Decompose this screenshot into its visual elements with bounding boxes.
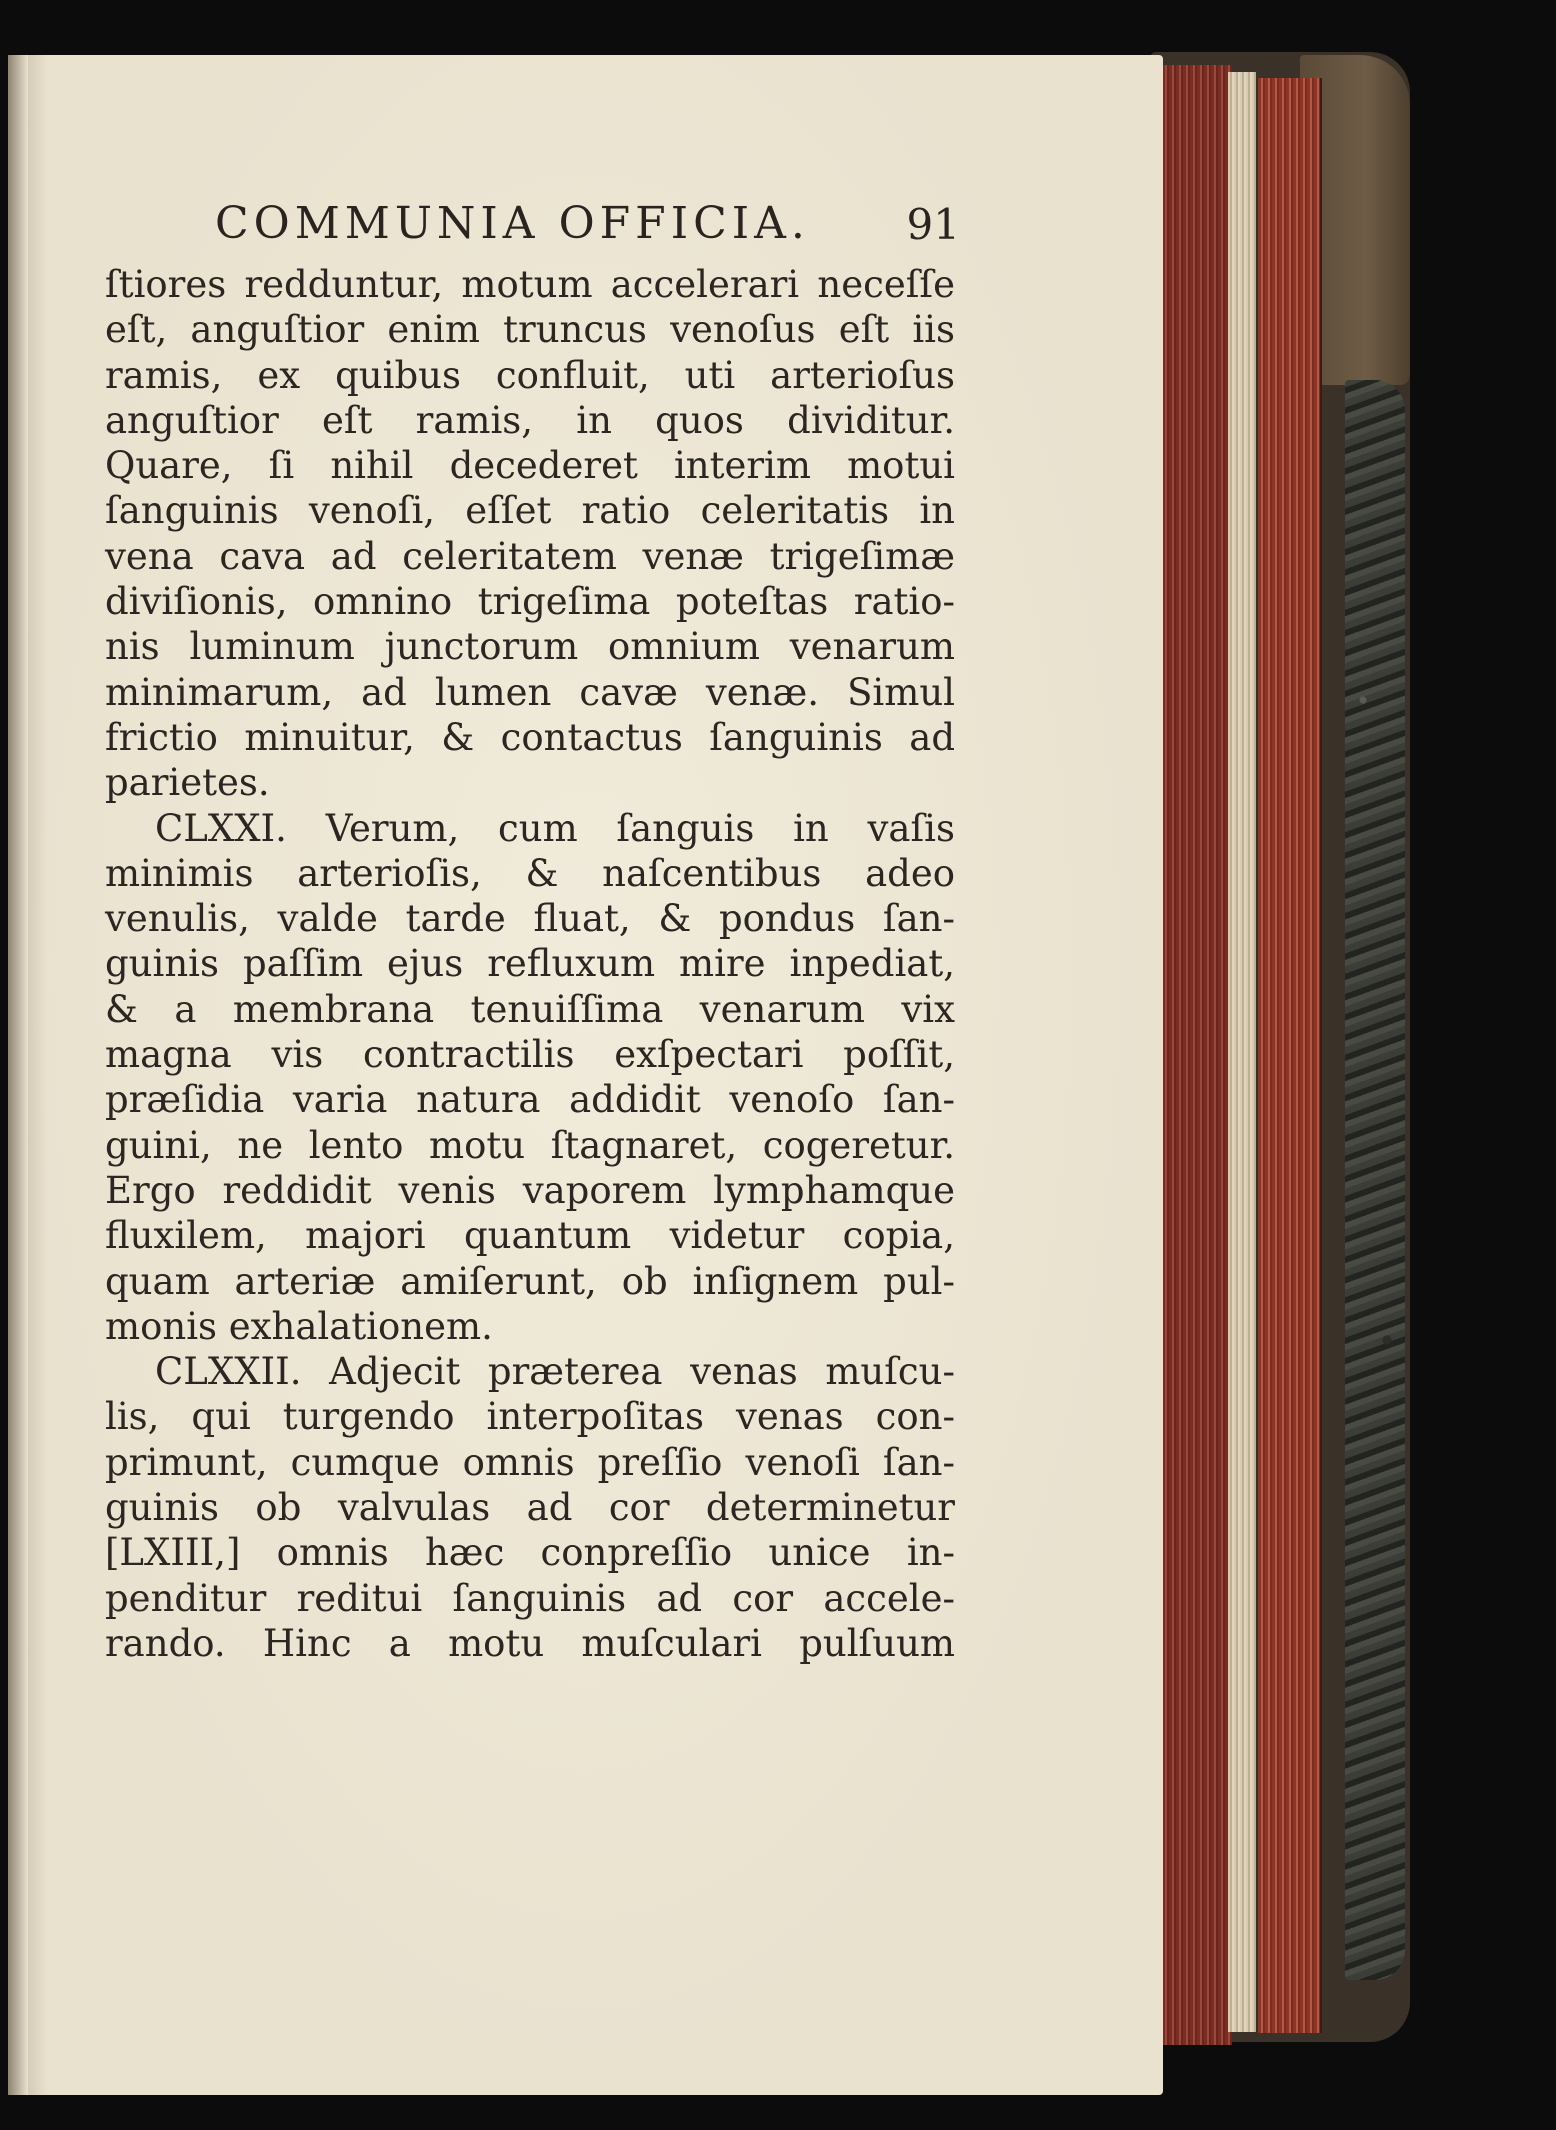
text-line: parietes. <box>105 761 270 805</box>
text-line: vena cava ad celeritatem venæ trigeſimæ <box>105 534 955 578</box>
text-line: minimarum, ad lumen cavæ venæ. Simul <box>105 670 955 714</box>
text-line: minimis arterioſis, & naſcentibus adeo <box>105 851 955 895</box>
text-line: rando. Hinc a motu muſculari pulſuum <box>105 1621 955 1665</box>
text-line: Quare, ſi nihil decederet interim motui <box>105 444 955 488</box>
page-block-pale-edge <box>1228 72 1256 2032</box>
text-line: Ergo reddidit venis vaporem lymphamque <box>105 1168 955 1212</box>
text-line: monis exhalationem. <box>105 1304 493 1348</box>
text-line: venulis, valde tarde fluat, & pondus ſan- <box>105 897 955 941</box>
text-line: penditur reditui ſanguinis ad cor accele- <box>105 1576 955 1620</box>
running-head: COMMUNIA OFFICIA. <box>215 198 810 249</box>
text-line: præſidia varia natura addidit venoſo ſan- <box>105 1078 955 1122</box>
text-line: nis luminum junctorum omnium venarum <box>105 625 955 669</box>
text-line: [LXIII,] omnis hæc conpreſſio unice in- <box>105 1531 955 1575</box>
body-text <box>105 262 955 1666</box>
text-line: guini, ne lento motu ſtagnaret, cogeretur. <box>105 1123 955 1167</box>
text-line: diviſionis, omnino trigeſima poteſtas ratio- <box>105 580 955 624</box>
text-line: guinis ob valvulas ad cor determinetur <box>105 1486 955 1530</box>
text-line: CLXXI. Verum, cum ſanguis in vaſis <box>155 806 955 850</box>
text-line: eſt, anguſtior enim truncus venoſus eſt iis <box>105 308 955 352</box>
page-block-red-edge <box>1160 65 1232 2045</box>
text-line: fluxilem, majori quantum videtur copia, <box>105 1214 955 1258</box>
text-line: & a membrana tenuiſſima venarum vix <box>105 987 955 1031</box>
text-line: frictio minuitur, & contactus ſanguinis ad <box>105 715 955 759</box>
text-line: magna vis contractilis exſpectari poſſit, <box>105 1033 955 1077</box>
page-block-red-edge-outer <box>1258 78 1322 2033</box>
gutter-shadow <box>8 55 28 2095</box>
text-line: anguſtior eſt ramis, in quos dividitur. <box>105 398 955 442</box>
marbled-cover-board <box>1345 380 1405 1980</box>
page-header <box>215 198 960 258</box>
text-line: quam arteriæ amiſerunt, ob inſignem pul- <box>105 1259 955 1303</box>
page-number: 91 <box>906 200 960 249</box>
text-line: primunt, cumque omnis preſſio venoſi ſan- <box>105 1440 955 1484</box>
text-line: guinis paſſim ejus refluxum mire inpediat, <box>105 942 955 986</box>
text-line: ſtiores redduntur, motum accelerari neceſſe <box>105 263 955 306</box>
text-line: ramis, ex quibus confluit, uti arterioſus <box>105 353 955 397</box>
text-line: CLXXII. Adjecit præterea venas muſcu- <box>155 1350 955 1394</box>
text-line: lis, qui turgendo interpoſitas venas con- <box>105 1395 955 1439</box>
text-line: ſanguinis venoſi, eſſet ratio celeritatis in <box>105 489 955 533</box>
